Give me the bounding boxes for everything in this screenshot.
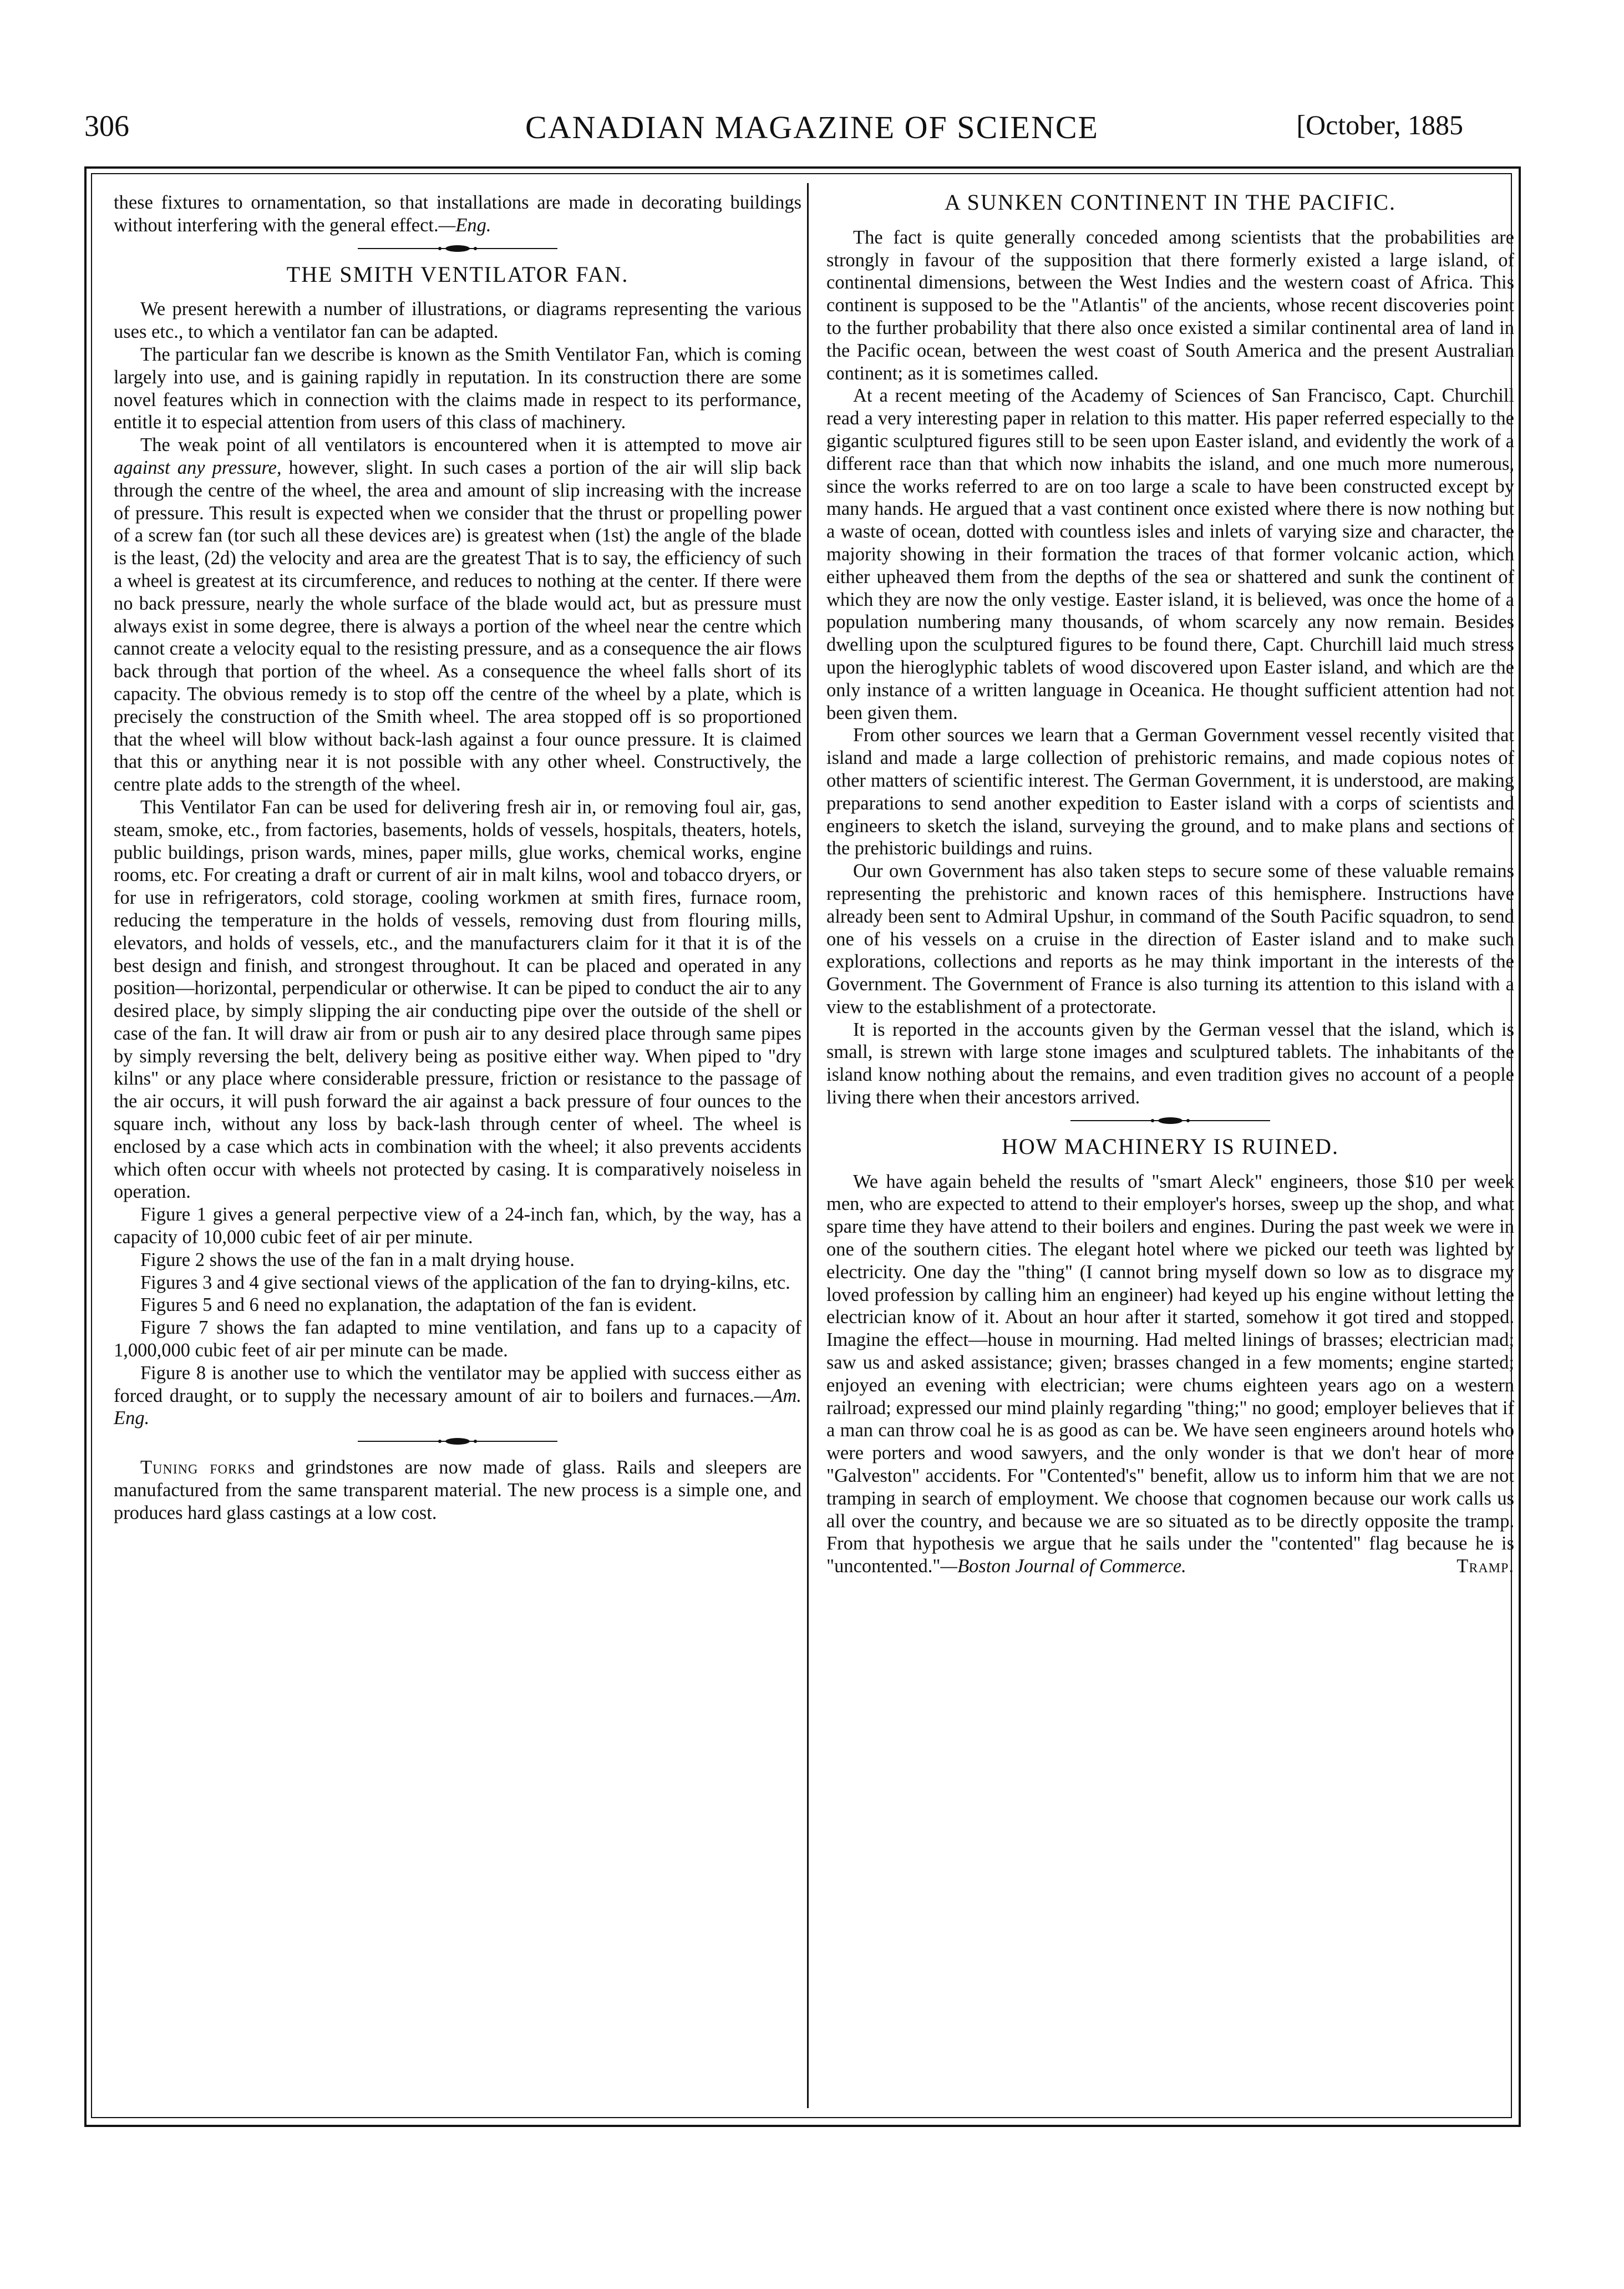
source-attribution: —Boston Journal of Commerce. [940, 1556, 1186, 1577]
text: Figure 8 is another use to which the ventilator may be applied with success either as forced draught, or to supply the necessary amount of air to boilers and furnaces. [114, 1362, 801, 1406]
intro-source: —Eng. [438, 214, 491, 236]
paragraph: From other sources we learn that a German Government vessel recently visited that island and made a large collection of prehistoric remains, and made copious notes of other matters of scientific interest. The German Government, it is understood, are making preparations to send another expedition to Easter island with a corps of scientists and engineers to sketch the island, surveying the ground, and to make plans and sections of the prehistoric buildings and ruins. [826, 725, 1514, 859]
paragraph: The particular fan we describe is known as the Smith Ventilator Fan, which is coming largely into use, and is gaining rapidly in reputation. In its construction there are some novel features which in connection with the claims made in respect to its performance, entitle it to especial attention from users of this class of machinery. [114, 343, 801, 433]
signature: Tramp. [1456, 1556, 1514, 1577]
paragraph: Figure 2 shows the use of the fan in a malt drying house. [140, 1249, 575, 1270]
paragraph: Our own Government has also taken steps to secure some of these valuable remains representing the prehistoric and known races of this hemisphere. Instructions have already been sent to Admiral Upshur, in command of the South Pacific squadron, to send one of his vessels on a cruise in the direction of Easter island and to make such explorations, collections and reports as he may think important in the interests of the Government. The Government of France is also turning its attention to this island with a view to the establishment of a protectorate. [826, 860, 1514, 1017]
paragraph: At a recent meeting of the Academy of Sciences of San Francisco, Capt. Churchill read a very interesting paper in relation to this matter. His paper referred especially to the gigantic sculptured figures still to be seen upon Easter island, and evidently the work of a different race than that which now inhabits the island, and one much more numerous, since the works referred to are on too large a scale to have been constructed except by many hands. He argued that a vast continent once existed where there is now nothing but a waste of ocean, dotted with countless isles and inlets of varying size and character, the majority showing in their formation the traces of that former volcanic action, which either upheaved them from the depths of the sea or shattered and sunk the continent of which they are now the only vestige. Easter island, it is believed, was once the home of a population numbering many thousands, of whom scarcely any now remain. Besides dwelling upon the sculptured figures to be found there, Capt. Churchill laid much stress upon the hieroglyphic tablets of wood discovered upon Easter island, and which are the only instance of a written language in Oceanica. He thought sufficient attention had not been given them. [826, 385, 1514, 723]
intro-text: these fixtures to ornamentation, so that installations are made in decorating buildings without interfering with the general effect. [114, 192, 801, 236]
column-divider [807, 183, 809, 2108]
paragraph: We present herewith a number of illustrations, or diagrams representing the various uses etc., to which a ventilator fan can be adapted. [114, 298, 801, 343]
paragraph: Figures 5 and 6 need no explanation, the adaptation of the fan is evident. [140, 1294, 697, 1316]
page-header [0, 109, 1624, 148]
paragraph [826, 1171, 1514, 1578]
right-column [826, 191, 1514, 1578]
text: however, slight. In such cases a portion of the air will slip back through the centre of the wheel, the area and amount of slip increasing with the increase of pressure. This result is expected when we consider that the thrust or propelling power of a screw fan (tor such all these devices are) is greatest when (1st) the angle of the blade is the least, (2d) the velocity and area are the greatest That is to say, the efficiency of such a wheel is greatest at its circumference, and reduces to nothing at the center. If there were no back pressure, nearly the whole surface of the blade would act, but as pressure must always exist in some degree, there is always a portion of the wheel near the centre which cannot create a velocity equal to the resisting pressure, and as a consequence the air flows back through that portion of the wheel. As a consequence the wheel falls short of its capacity. The obvious remedy is to stop off the centre of the wheel by a plate, which is precisely the construction of the Smith wheel. The area stopped off is so proportioned that the wheel will blow without back-lash against a four ounce pressure. It is claimed that this or anything near it is not possible with any other wheel. Constructively, the centre plate adds to the strength of the wheel. [114, 457, 801, 796]
paragraph: The fact is quite generally conceded among scientists that the probabilities are strongly in favour of the supposition that there formerly existed a large island, of continental dimensions, between the West Indies and the western coast of Africa. This continent is supposed to be the "Atlantis" of the ancients, whose recent discoveries point to the further probability that there also once existed a similar continental area of land in the Pacific ocean, between the west coast of South America and the present Australian continent; as it is sometimes called. [826, 226, 1514, 384]
paragraph: Figure 7 shows the fan adapted to mine ventilation, and fans up to a capacity of 1,000,000 cubic feet of air per minute can be made. [114, 1317, 801, 1361]
article-title-smith-ventilator: THE SMITH VENTILATOR FAN. [286, 261, 629, 287]
emphasis-text: against any pressure, [114, 457, 282, 478]
issue-date: [October, 1885 [1296, 109, 1463, 140]
paragraph: Figures 3 and 4 give sectional views of the application of the fan to drying-kilns, etc. [140, 1272, 790, 1293]
source-attribution: —Am. Eng. [114, 1385, 801, 1429]
paragraph: Figure 1 gives a general perpective view of a 24-inch fan, which, by the way, has a capacity of 10,000 cubic feet of air per minute. [114, 1204, 801, 1248]
text: The weak point of all ventilators is encountered when it is attempted to move air [140, 434, 801, 456]
paragraph-tuning-forks [114, 1456, 801, 1524]
ornament-divider [358, 245, 557, 252]
ornament-divider [1070, 1117, 1270, 1125]
continued-paragraph [114, 191, 801, 237]
paragraph: It is reported in the accounts given by the German vessel that the island, which is small, is strewn with large stone images and sculptured tablets. The inhabitants of the island know nothing about the remains, and even tradition gives no account of a people living there when their ancestors arrived. [826, 1019, 1514, 1108]
article-title-sunken-continent: A SUNKEN CONTINENT IN THE PACIFIC. [945, 190, 1396, 215]
paragraph [114, 434, 801, 796]
paragraph: This Ventilator Fan can be used for delivering fresh air in, or removing foul air, gas, steam, smoke, etc., from factories, basements, holds of vessels, hospitals, theaters, hotels, public buildings, prison wards, mines, paper mills, glue works, chemical works, engine rooms, etc. For creating a draft or current of air in malt kilns, wool and tobacco dryers, or for use in refrigerators, cold storage, cooling workmen at smith fires, furnace room, reducing the temperature in the holds of vessels, removing dust from flouring mills, elevators, and holds of vessels, etc., and the manufacturers claim for it that it is of the best design and finish, and strongest throughout. It can be placed and operated in any position—horizontal, perpendicular or otherwise. It can be piped to conduct the air to any desired place, by simply slipping the air conducting pipe over the outside of the shell or case of the fan. It will draw air from or push air to any desired place through same pipes by simply reversing the belt, delivery being as positive either way. When piped to "dry kilns" or any place where considerable pressure, friction or resistance to the passage of the air occurs, it will push forward the air against a back pressure of four ounces to the square inch, without any loss by back-lash through center of wheel. The wheel is enclosed by a case which acts in combination with the wheel; it also prevents accidents which often occur with wheels not protected by casing. It is comparatively noiseless in operation. [114, 796, 801, 1203]
article-title-machinery-ruined: HOW MACHINERY IS RUINED. [1002, 1133, 1339, 1159]
page-number: 306 [84, 109, 129, 143]
text: and grindstones are now made of glass. Rails and sleepers are manufactured from the same transparent material. The new process is a simple one, and produces hard glass castings at a low cost. [114, 1457, 802, 1523]
paragraph [114, 1362, 801, 1430]
lead-in: Tuning forks [140, 1457, 256, 1478]
running-title: CANADIAN MAGAZINE OF SCIENCE [525, 109, 1099, 145]
ornament-divider [358, 1437, 557, 1445]
left-column [114, 191, 801, 1525]
text: We have again beheld the results of "smart Aleck" engineers, those $10 per week men, who are expected to attend to their employer's horses, sweep up the shop, and what spare time they have attend to their boilers and engines. During the past week we were in one of the southern cities. The elegant hotel where we picked our teeth was lighted by electricity. One day the "thing" (I cannot bring myself down so low as to disgrace my loved profession by calling him an engineer) had keyed up his engine without letting the electrician know of it. About an hour after it started, somehow it got tired and stopped. Imagine the effect—house in mourning. Had melted linings of brasses; electrician mad; saw us and asked assistance; given; brasses changed in a few moments; engine started; enjoyed an evening with electrician; were chums eighteen years ago on a western railroad; expressed our mind plainly regarding "thing;" no good; employer believes that if a man can throw coal he is as good as can be. We have seen engineers around hotels who were porters and wood sawyers, and the only wonder is that we don't hear of more "Galveston" accidents. For "Contented's" benefit, allow us to inform him that we are not tramping in search of employment. We choose that cognomen because our work calls us all over the country, and because we are so situated as to be directly opposite the tramp. From that hypothesis we argue that he sails under the "contented" flag because he is "uncontented." [826, 1171, 1514, 1577]
